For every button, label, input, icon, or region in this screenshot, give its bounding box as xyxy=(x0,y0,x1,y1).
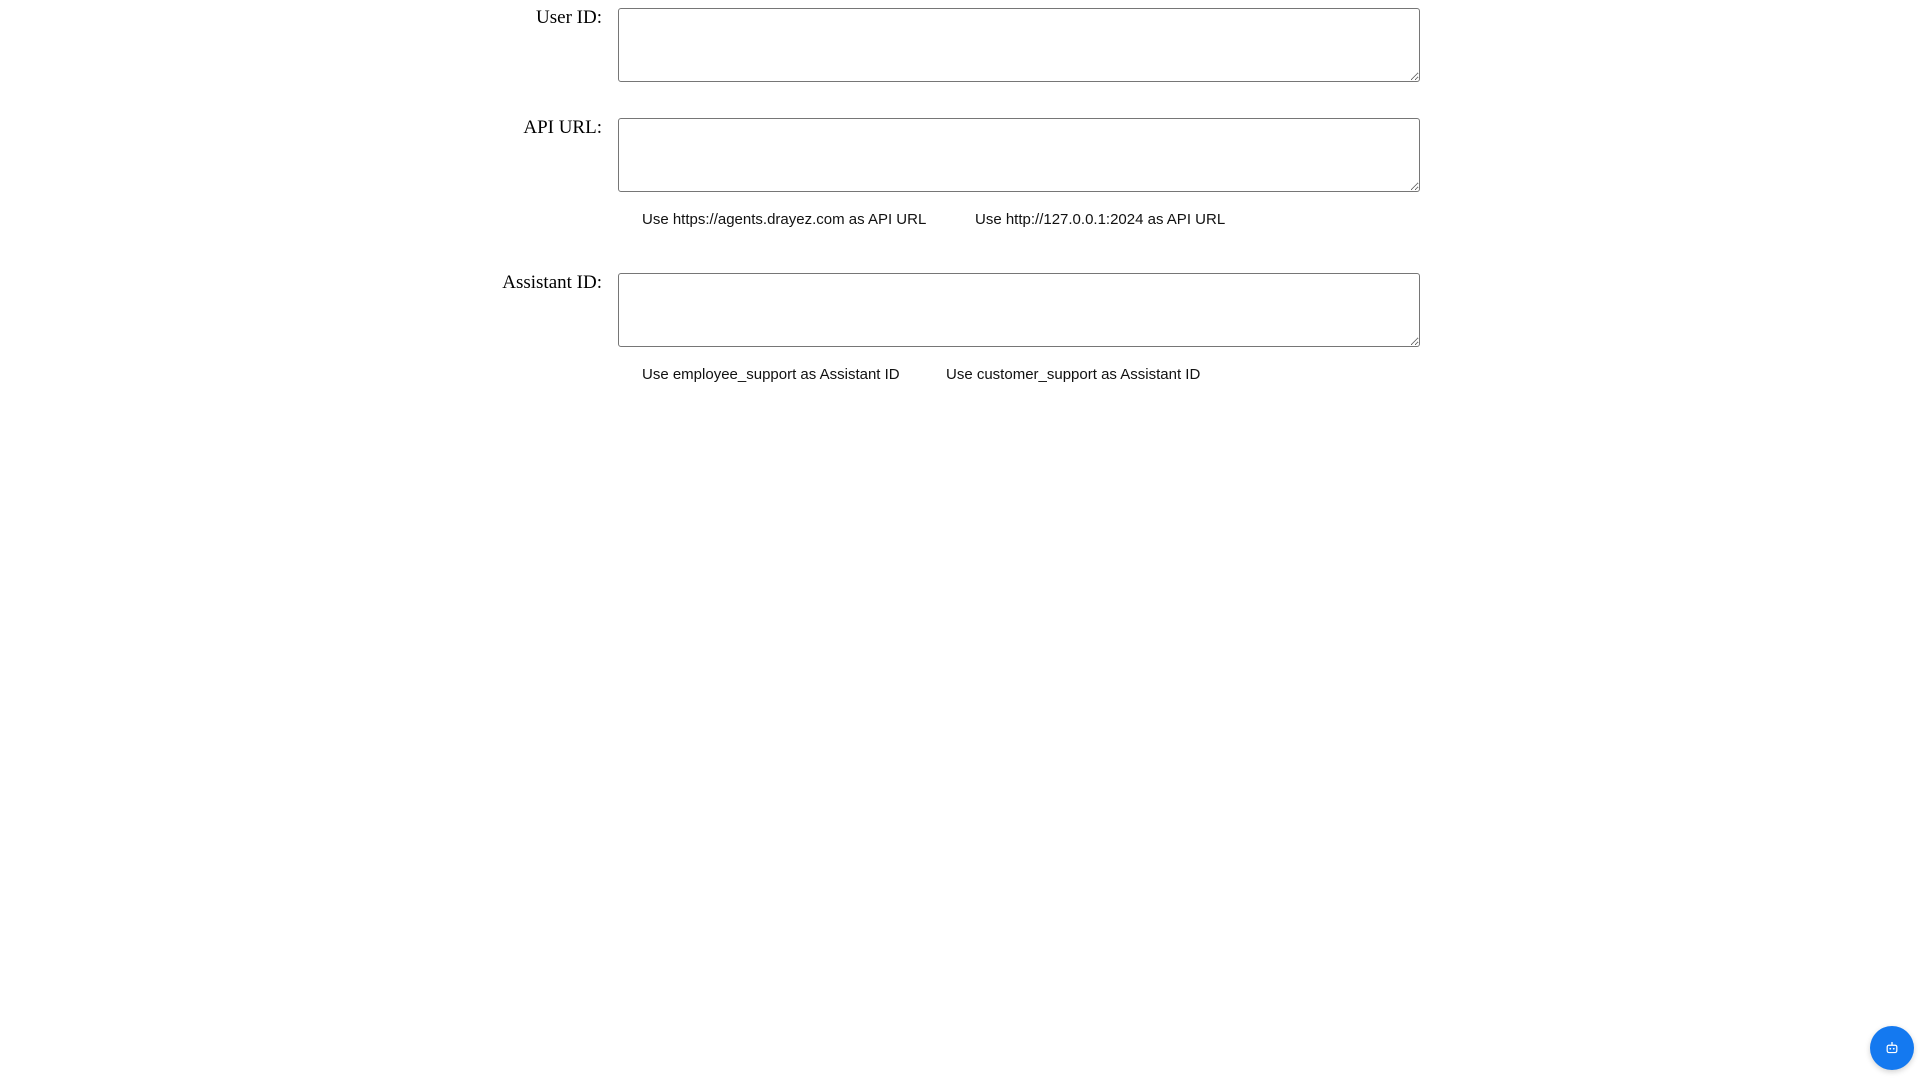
api-url-input[interactable] xyxy=(618,118,1420,192)
use-localhost-api-url-button[interactable]: Use http://127.0.0.1:2024 as API URL xyxy=(975,211,1226,228)
chat-launcher-button[interactable] xyxy=(1870,1026,1914,1070)
assistant-id-input[interactable] xyxy=(618,273,1420,347)
assistant-id-label: Assistant ID: xyxy=(502,272,602,293)
use-customer-support-button[interactable]: Use customer_support as Assistant ID xyxy=(946,366,1201,383)
use-drayez-api-url-button[interactable]: Use https://agents.drayez.com as API URL xyxy=(642,211,927,228)
user-id-input[interactable] xyxy=(618,8,1420,82)
bot-icon xyxy=(1885,1041,1899,1055)
use-employee-support-button[interactable]: Use employee_support as Assistant ID xyxy=(642,366,900,383)
api-url-label: API URL: xyxy=(523,117,602,138)
user-id-label: User ID: xyxy=(536,7,602,28)
